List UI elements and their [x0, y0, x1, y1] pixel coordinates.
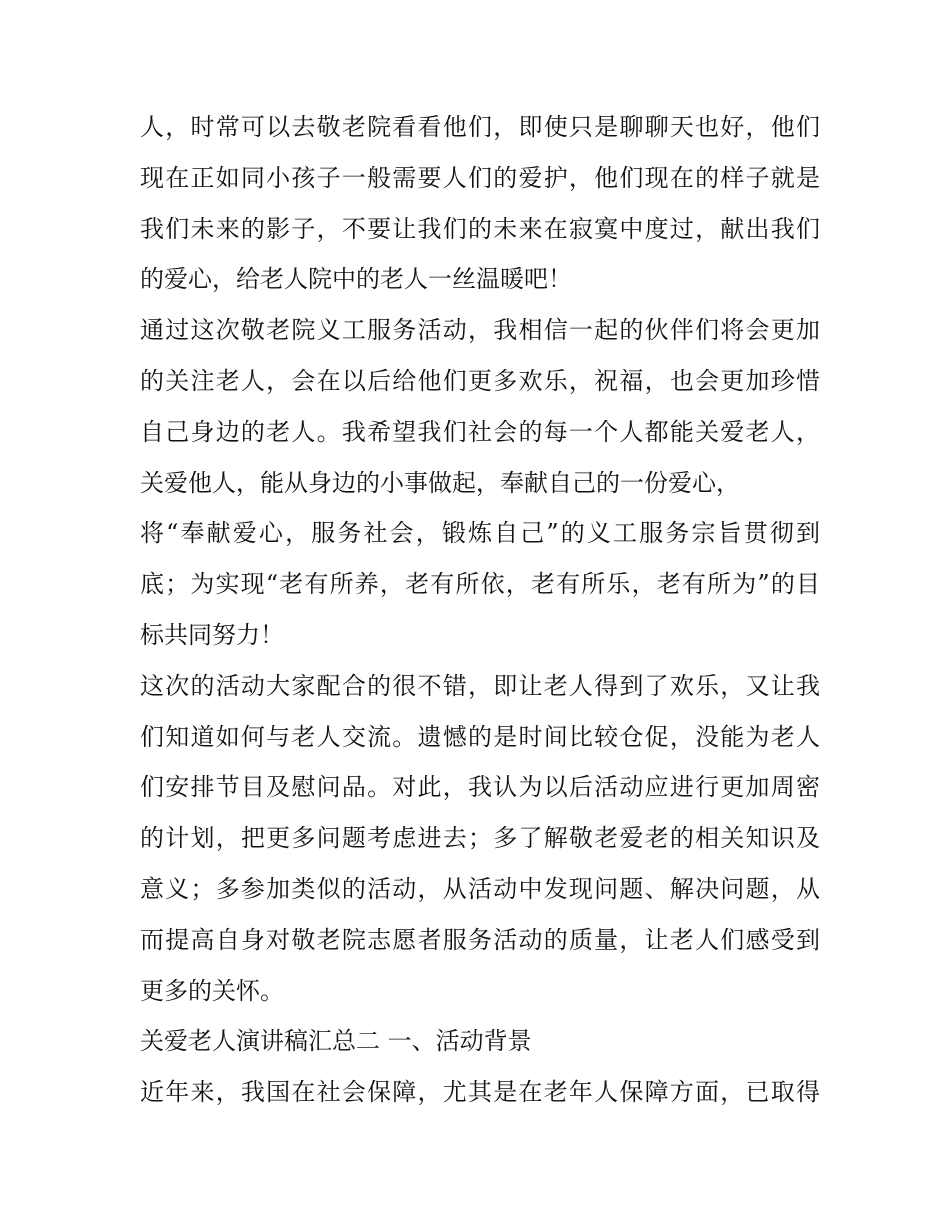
- text-line: 们知道如何与老人交流。遗憾的是时间比较仓促，没能为老人: [140, 722, 820, 751]
- text-line: 的关注老人，会在以后给他们更多欢乐，祝福，也会更加珍惜: [140, 366, 820, 395]
- text-line: 这次的活动大家配合的很不错，即让老人得到了欢乐，又让我: [140, 671, 820, 700]
- text-line: 自己身边的老人。我希望我们社会的每一个人都能关爱老人，: [140, 417, 820, 446]
- text-line: 而提高自身对敬老院志愿者服务活动的质量，让老人们感受到: [140, 925, 820, 954]
- text-line: 现在正如同小孩子一般需要人们的爱护，他们现在的样子就是: [140, 163, 820, 192]
- text-line: 底；为实现“老有所养，老有所依，老有所乐，老有所为”的目: [140, 570, 820, 599]
- text-line: 人，时常可以去敬老院看看他们，即使只是聊聊天也好，他们: [140, 113, 820, 141]
- text-line: 标共同努力！: [140, 620, 284, 649]
- text-line: 我们未来的影子，不要让我们的未来在寂寞中度过，献出我们: [140, 214, 820, 243]
- text-line: 近年来，我国在社会保障，尤其是在老年人保障方面，已取得: [140, 1078, 820, 1107]
- text-line: 更多的关怀。: [140, 976, 284, 1005]
- text-line: 们安排节目及慰问品。对此，我认为以后活动应进行更加周密: [140, 773, 820, 802]
- section-heading: 关爱老人演讲稿汇总二 一、活动背景: [140, 1027, 532, 1056]
- text-line: 的爱心，给老人院中的老人一丝温暖吧！: [140, 265, 572, 294]
- text-line: 意义；多参加类似的活动，从活动中发现问题、解决问题，从: [140, 874, 820, 903]
- text-line: 将“奉献爱心，服务社会，锻炼自己”的义工服务宗旨贯彻到: [140, 519, 820, 548]
- text-line: 的计划，把更多问题考虑进去；多了解敬老爱老的相关知识及: [140, 824, 820, 853]
- text-line: 通过这次敬老院义工服务活动，我相信一起的伙伴们将会更加: [140, 316, 820, 345]
- document-body: [140, 102, 820, 1118]
- text-line: 关爱他人，能从身边的小事做起，奉献自己的一份爱心，: [140, 468, 740, 497]
